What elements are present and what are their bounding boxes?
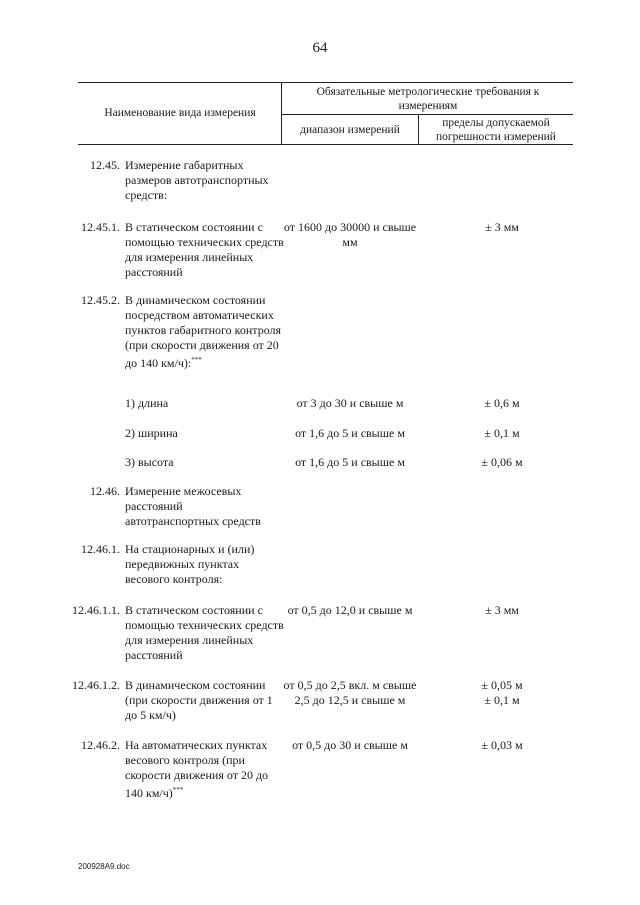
header-bottom-rule — [78, 144, 573, 145]
row-code: 12.45.2. — [81, 293, 120, 307]
row-description: В статическом состоянии с помощью технических средств для измерения линейных расстояний — [125, 220, 284, 279]
row-description: В статическом состоянии с помощью технических средств для измерения линейных расстояний — [125, 603, 284, 662]
footnote-marker: *** — [172, 786, 184, 794]
row-description: 2) ширина — [125, 426, 178, 440]
row-description: На стационарных и (или) передвижных пунктах весового контроля: — [125, 542, 255, 586]
row-limit: ± 0,1 м — [484, 426, 520, 440]
row-limit: ± 3 мм — [485, 220, 519, 234]
row-description: На автоматических пунктах весового контроля (при скорости движения от 20 до 140 км/ч)*** — [125, 738, 269, 800]
row-limit: ± 0,05 м ± 0,1 м — [481, 678, 523, 707]
header-mid-rule — [282, 114, 573, 115]
row-limit: ± 3 мм — [485, 603, 519, 617]
row-code: 12.46.1.2. — [72, 678, 120, 692]
header-top-rule — [78, 82, 573, 83]
row-range: от 0,5 до 2,5 вкл. м свыше 2,5 до 12,5 и свыше м — [283, 678, 417, 707]
row-description: Измерение межосевых расстояний автотранспортных средств — [125, 484, 261, 528]
row-code: 12.46.1.1. — [72, 603, 120, 617]
row-code: 12.46. — [90, 484, 120, 498]
row-code: 12.46.2. — [81, 738, 120, 752]
header-divider-2 — [418, 114, 419, 144]
row-range: от 1600 до 30000 и свыше мм — [283, 220, 417, 249]
row-description: В динамическом состоянии посредством автоматических пунктов габаритного контроля (при скорости движения от 20 до 140 км/ч):*** — [125, 293, 282, 370]
row-range: от 1,6 до 5 и свыше м — [295, 426, 405, 440]
row-description: 3) высота — [125, 455, 174, 469]
row-range: от 3 до 30 и свыше м — [296, 396, 404, 410]
header-limits: пределы допускаемой погрешности измерений — [436, 117, 556, 143]
row-range: от 0,5 до 12,0 и свыше м — [287, 603, 413, 617]
row-description: В динамическом состоянии (при скорости движения от 1 до 5 км/ч) — [125, 678, 273, 722]
row-description: Измерение габаритных размеров автотранспортных средств: — [125, 158, 269, 202]
row-description: 1) длина — [125, 396, 169, 410]
row-limit: ± 0,03 м — [481, 738, 523, 752]
header-name: Наименование вида измерения — [104, 107, 256, 119]
row-limit: ± 0,6 м — [484, 396, 520, 410]
footnote-marker: *** — [191, 356, 202, 364]
header-range: диапазон измерений — [300, 124, 400, 136]
header-divider-1 — [281, 82, 282, 144]
page-number: 64 — [312, 40, 328, 56]
row-code: 12.45.1. — [81, 220, 120, 234]
row-range: от 0,5 до 30 и свыше м — [292, 738, 408, 752]
footer-filename: 200928A9.doc — [78, 862, 130, 871]
row-code: 12.45. — [90, 158, 120, 172]
row-range: от 1,6 до 5 и свыше м — [295, 455, 405, 469]
row-limit: ± 0,06 м — [481, 455, 523, 469]
row-code: 12.46.1. — [81, 542, 120, 556]
header-requirements: Обязательные метрологические требования к измерениям — [316, 86, 540, 112]
